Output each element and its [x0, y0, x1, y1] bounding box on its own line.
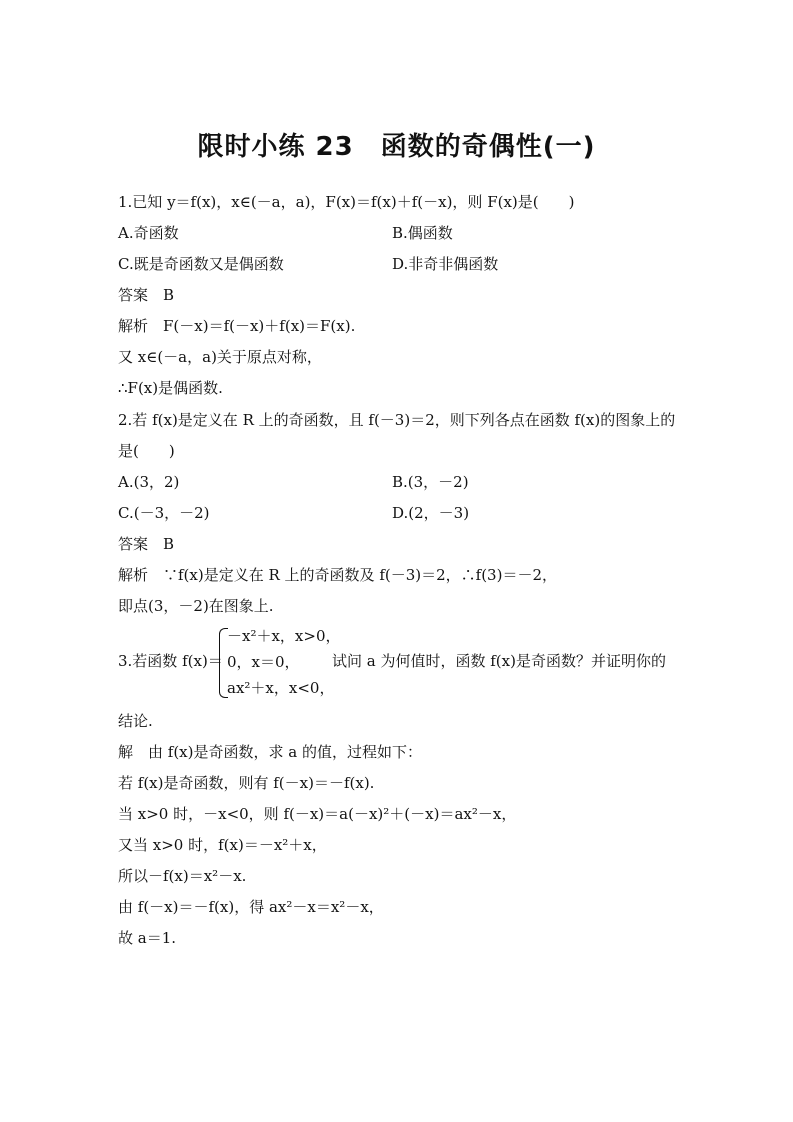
q2-option-d: D.(2，－3) [392, 504, 470, 522]
q3-stem-end: 结论. [118, 712, 153, 730]
q3-solution-line6: 由 f(－x)＝－f(x)，得 ax²－x＝x²－x， [118, 898, 384, 916]
q3-solution-line2: 若 f(x)是奇函数，则有 f(－x)＝－f(x). [118, 774, 375, 792]
q1-option-c: C.既是奇函数又是偶函数 [118, 255, 284, 273]
page-title: 限时小练 23 函数的奇偶性(一) [197, 132, 596, 162]
q1-analysis-line2: 又 x∈(－a，a)关于原点对称， [118, 348, 322, 366]
q3-stem-prefix: 3.若函数 f(x)＝ [118, 652, 223, 670]
q1-option-b: B.偶函数 [392, 224, 453, 242]
q3-solution-line1: 解 由 f(x)是奇函数，求 a 的值，过程如下： [118, 743, 422, 761]
q1-answer: 答案 B [118, 286, 175, 304]
q2-analysis-line2: 即点(3，－2)在图象上. [118, 597, 274, 615]
q3-case-positive: －x²＋x，x>0， [227, 627, 341, 645]
q1-option-d: D.非奇非偶函数 [392, 255, 499, 273]
q3-solution-line4: 又当 x>0 时，f(x)＝－x²＋x， [118, 836, 327, 854]
q2-analysis-line1: 解析 ∵f(x)是定义在 R 上的奇函数及 f(－3)＝2，∴f(3)＝－2， [118, 566, 558, 584]
q3-case-zero: 0，x＝0， [227, 653, 300, 671]
q1-analysis-line1: 解析 F(－x)＝f(－x)＋f(x)＝F(x). [118, 317, 356, 335]
q2-stem-line2: 是( ) [118, 442, 175, 460]
q3-case-negative: ax²＋x，x<0， [227, 679, 335, 697]
q1-option-a: A.奇函数 [118, 224, 179, 242]
q2-answer: 答案 B [118, 535, 175, 553]
q1-stem: 1.已知 y＝f(x)，x∈(－a，a)，F(x)＝f(x)＋f(－x)，则 F(x)是( ) [118, 193, 575, 211]
q2-option-b: B.(3，－2) [392, 473, 469, 491]
q2-option-c: C.(－3，－2) [118, 504, 210, 522]
q3-solution-line5: 所以－f(x)＝x²－x. [118, 867, 247, 885]
q2-stem-line1: 2.若 f(x)是定义在 R 上的奇函数，且 f(－3)＝2，则下列各点在函数 f(x)的图象上的 [118, 411, 676, 429]
q3-stem-tail: 试问 a 为何值时，函数 f(x)是奇函数？并证明你的 [332, 652, 666, 670]
q2-option-a: A.(3，2) [118, 473, 180, 491]
q1-analysis-line3: ∴F(x)是偶函数. [118, 379, 223, 397]
q3-solution-line3: 当 x>0 时，－x<0，则 f(－x)＝a(－x)²＋(－x)＝ax²－x， [118, 805, 517, 823]
q3-solution-line7: 故 a＝1. [118, 929, 177, 947]
